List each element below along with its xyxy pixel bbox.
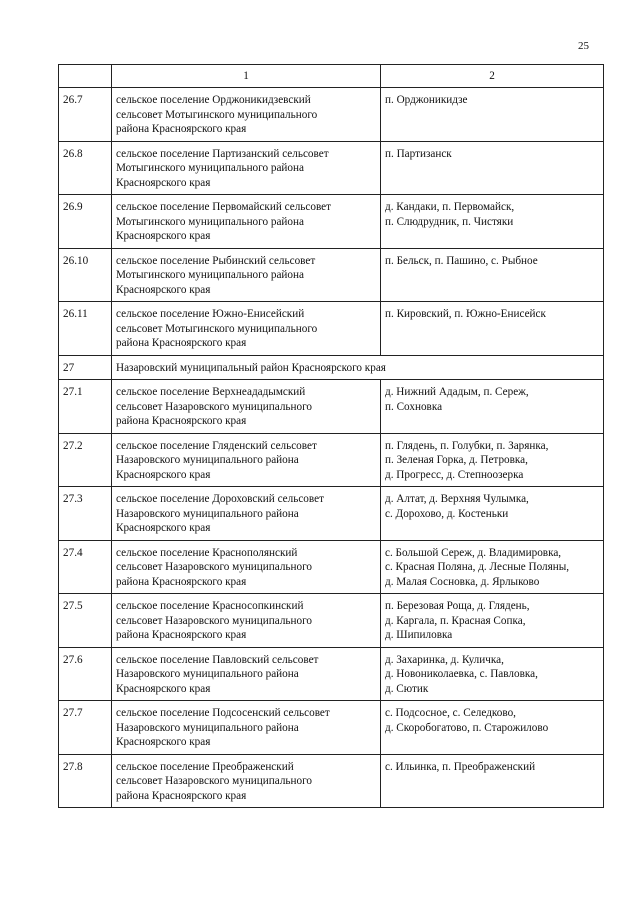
settlements-line: д. Каргала, п. Красная Сопка, [385, 614, 526, 627]
settlement-entity-name [112, 540, 381, 594]
row-number: 26.11 [59, 302, 112, 356]
entity-name-line: Красноярского края [116, 682, 211, 695]
municipal-table [58, 64, 604, 808]
settlements-list [381, 302, 604, 356]
settlements-line: п. Орджоникидзе [385, 94, 468, 106]
settlements-list [381, 487, 604, 541]
entity-name-line: Мотыгинского муниципального района [116, 162, 304, 174]
entity-name-line: сельское поселение Дороховский сельсовет [116, 493, 324, 505]
settlements-line: п. Слюдрудник, п. Чистяки [385, 215, 514, 228]
entity-name-line: Красноярского края [116, 522, 211, 534]
row-number: 27.8 [59, 754, 112, 808]
entity-name-line: Красноярского края [116, 736, 211, 748]
settlements-line: п. Партизанск [385, 147, 452, 160]
settlements-line: д. Нижний Ададым, п. Сереж, [385, 386, 529, 398]
row-number: 27.4 [59, 540, 112, 594]
settlements-line: д. Захаринка, д. Куличка, [385, 653, 504, 666]
row-number: 27.3 [59, 487, 112, 541]
entity-name-line: сельское поселение Подсосенский сельсовет [116, 707, 330, 719]
settlements-list [381, 88, 604, 142]
entity-name-line: района Красноярского края [116, 415, 247, 427]
settlement-entity-name [112, 88, 381, 142]
table-header-row [59, 65, 604, 88]
settlements-line: п. Березовая Роща, д. Глядень, [385, 600, 530, 612]
table-row [59, 248, 604, 302]
settlements-list [381, 647, 604, 701]
settlement-entity-name [112, 433, 381, 487]
table-row [59, 302, 604, 356]
entity-name-line: сельское поселение Верхнеададымский [116, 386, 306, 398]
entity-name-line: сельсовет Мотыгинского муниципального [116, 108, 318, 121]
settlements-line: п. Зеленая Горка, д. Петровка, [385, 454, 528, 466]
settlement-entity-name [112, 701, 381, 755]
settlement-entity-name [112, 647, 381, 701]
settlements-list [381, 248, 604, 302]
table-row [59, 380, 604, 434]
settlements-line: п. Бельск, п. Пашино, с. Рыбное [385, 254, 538, 267]
settlements-list [381, 754, 604, 808]
settlements-list [381, 701, 604, 755]
settlements-line: п. Глядень, п. Голубки, п. Зарянка, [385, 439, 549, 452]
row-number: 27.1 [59, 380, 112, 434]
table-row [59, 540, 604, 594]
entity-name-line: сельское поселение Партизанский сельсовет [116, 147, 329, 160]
settlements-list [381, 433, 604, 487]
entity-name-line: района Красноярского края [116, 629, 247, 641]
table-row [59, 355, 604, 380]
settlements-line: д. Алтат, д. Верхняя Чулымка, [385, 493, 529, 505]
settlements-list [381, 380, 604, 434]
entity-name-line: района Красноярского края [116, 789, 247, 802]
settlements-list [381, 594, 604, 648]
row-number: 26.8 [59, 141, 112, 195]
entity-name-line: Мотыгинского муниципального района [116, 215, 304, 228]
entity-name-line: сельское поселение Преображенский [116, 760, 294, 773]
settlement-entity-name [112, 195, 381, 249]
entity-name-line: сельское поселение Гляденский сельсовет [116, 439, 317, 452]
settlements-line: с. Подсосное, с. Селедково, [385, 707, 516, 719]
settlements-list [381, 540, 604, 594]
entity-name-line: района Красноярского края [116, 337, 247, 349]
settlement-entity-name [112, 380, 381, 434]
settlements-line: с. Ильинка, п. Преображенский [385, 760, 536, 773]
settlements-line: д. Шипиловка [385, 629, 453, 641]
header-col-2: 2 [381, 65, 604, 88]
entity-name-line: сельсовет Мотыгинского муниципального [116, 322, 318, 335]
entity-name-line: сельское поселение Первомайский сельсовет [116, 201, 332, 213]
settlement-entity-name [112, 754, 381, 808]
table-row [59, 195, 604, 249]
settlements-list [381, 141, 604, 195]
entity-name-line: сельсовет Назаровского муниципального [116, 775, 312, 787]
header-col-1: 1 [112, 65, 381, 88]
row-number: 27 [59, 355, 112, 380]
entity-name-line: сельское поселение Южно-Енисейский [116, 308, 305, 320]
settlement-entity-name [112, 594, 381, 648]
row-number: 27.6 [59, 647, 112, 701]
entity-name-line: Назаровского муниципального района [116, 721, 299, 734]
row-number: 27.7 [59, 701, 112, 755]
settlement-entity-name [112, 248, 381, 302]
settlements-line: д. Скоробогатово, п. Старожилово [385, 721, 549, 734]
entity-name-line: Назаровского муниципального района [116, 454, 299, 466]
settlements-line: д. Прогресс, д. Степноозерка [385, 468, 524, 481]
entity-name-line: Назаровского муниципального района [116, 668, 299, 680]
table-row [59, 487, 604, 541]
table-row [59, 701, 604, 755]
settlements-line: с. Красная Поляна, д. Лесные Поляны, [385, 561, 570, 573]
settlement-entity-name [112, 487, 381, 541]
row-number: 26.10 [59, 248, 112, 302]
entity-name-line: сельское поселение Рыбинский сельсовет [116, 254, 316, 267]
entity-name-line: сельское поселение Орджоникидзевский [116, 94, 311, 106]
entity-name-line: сельсовет Назаровского муниципального [116, 400, 312, 413]
settlement-entity-name [112, 141, 381, 195]
entity-name-line: Красноярского края [116, 283, 211, 296]
district-title: Назаровский муниципальный район Красноярского края [112, 355, 604, 380]
table-row [59, 433, 604, 487]
table-row [59, 754, 604, 808]
table-row [59, 594, 604, 648]
entity-name-line: сельское поселение Красносопкинский [116, 600, 304, 612]
entity-name-line: Красноярского края [116, 176, 211, 189]
entity-name-line: сельсовет Назаровского муниципального [116, 561, 312, 573]
entity-name-line: сельсовет Назаровского муниципального [116, 614, 312, 627]
entity-name-line: района Красноярского края [116, 575, 247, 588]
entity-name-line: Мотыгинского муниципального района [116, 269, 304, 281]
header-empty-cell [59, 65, 112, 88]
page-number: 25 [578, 40, 589, 52]
settlements-list [381, 195, 604, 249]
entity-name-line: Назаровского муниципального района [116, 507, 299, 520]
row-number: 27.5 [59, 594, 112, 648]
settlements-line: д. Новониколаевка, с. Павловка, [385, 668, 538, 680]
row-number: 27.2 [59, 433, 112, 487]
entity-name-line: Красноярского края [116, 230, 211, 242]
table-body [59, 88, 604, 808]
settlements-line: с. Дорохово, д. Костеньки [385, 507, 509, 520]
settlements-line: д. Сютик [385, 682, 429, 695]
table-row [59, 141, 604, 195]
entity-name-line: сельское поселение Краснополянский [116, 546, 298, 559]
settlement-entity-name [112, 302, 381, 356]
settlements-line: д. Кандаки, п. Первомайск, [385, 201, 515, 213]
settlements-line: п. Кировский, п. Южно-Енисейск [385, 308, 546, 320]
entity-name-line: района Красноярского края [116, 123, 247, 135]
settlements-line: с. Большой Сереж, д. Владимировка, [385, 546, 562, 559]
table-row [59, 88, 604, 142]
settlements-line: п. Сохновка [385, 400, 443, 413]
row-number: 26.7 [59, 88, 112, 142]
row-number: 26.9 [59, 195, 112, 249]
table-row [59, 647, 604, 701]
entity-name-line: сельское поселение Павловский сельсовет [116, 653, 319, 666]
entity-name-line: Красноярского края [116, 468, 211, 481]
settlements-line: д. Малая Сосновка, д. Ярлыково [385, 575, 540, 588]
